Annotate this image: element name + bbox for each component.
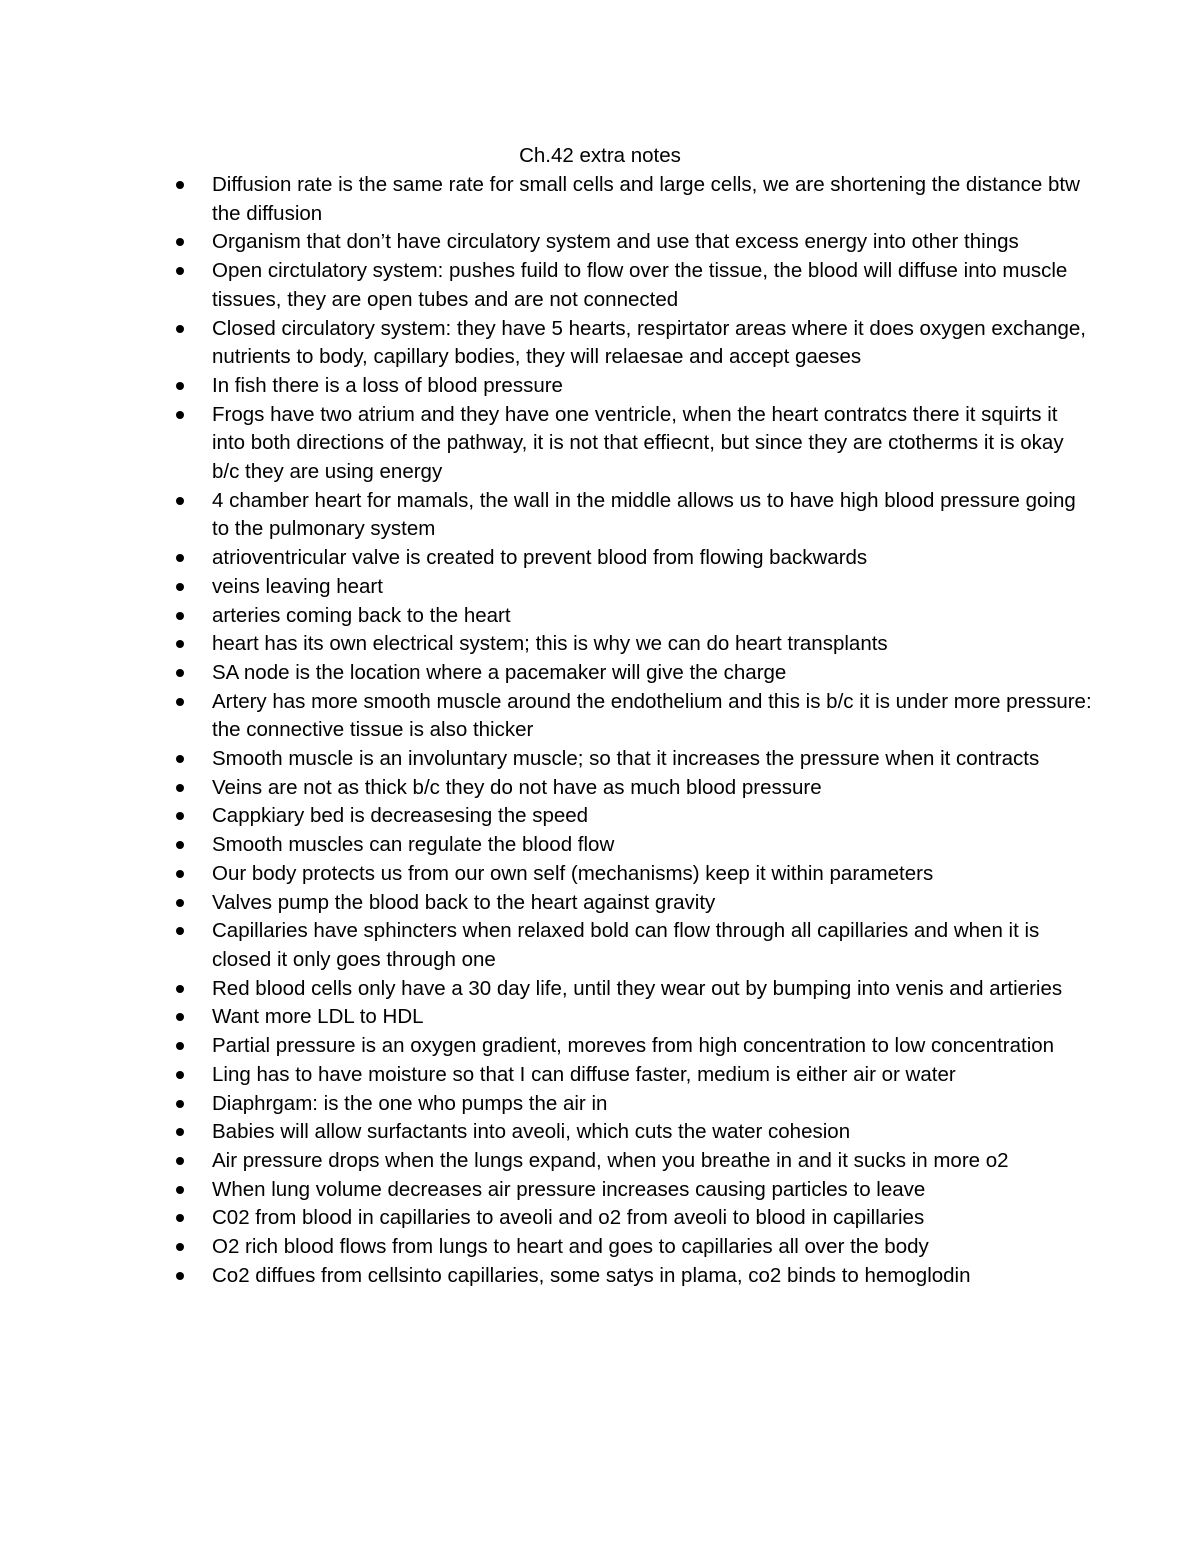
note-text: Organism that don’t have circulatory system and use that excess energy into other things <box>212 230 1019 254</box>
bullet-icon <box>176 1214 184 1222</box>
note-text: In fish there is a loss of blood pressure <box>212 373 563 397</box>
list-item <box>212 1262 1092 1291</box>
bullet-icon <box>176 382 184 390</box>
list-item <box>212 1176 1092 1205</box>
list-item <box>212 171 1092 228</box>
bullet-icon <box>176 1042 184 1050</box>
list-item <box>212 630 1092 659</box>
list-item <box>212 602 1092 631</box>
note-text: heart has its own electrical system; this is why we can do heart transplants <box>212 632 888 656</box>
note-text: Smooth muscle is an involuntary muscle; so that it increases the pressure when it contracts <box>212 747 1040 771</box>
note-text: O2 rich blood flows from lungs to heart and goes to capillaries all over the body <box>212 1235 929 1259</box>
note-text: When lung volume decreases air pressure increases causing particles to leave <box>212 1177 926 1201</box>
note-text: Diffusion rate is the same rate for small cells and large cells, we are shortening the distance btw the diffusion <box>212 173 1080 225</box>
list-item <box>212 659 1092 688</box>
list-item <box>212 745 1092 774</box>
note-text: Want more LDL to HDL <box>212 1005 424 1029</box>
bullet-icon <box>176 497 184 505</box>
bullet-icon <box>176 612 184 620</box>
bullet-icon <box>176 1157 184 1165</box>
note-text: SA node is the location where a pacemaker will give the charge <box>212 660 787 684</box>
list-item <box>212 372 1092 401</box>
note-text: Red blood cells only have a 30 day life, until they wear out by bumping into venis and artieries <box>212 976 1063 1000</box>
bullet-icon <box>176 870 184 878</box>
list-item <box>212 774 1092 803</box>
bullet-icon <box>176 669 184 677</box>
list-item <box>212 1233 1092 1262</box>
list-item <box>212 401 1092 487</box>
list-item <box>212 1061 1092 1090</box>
bullet-icon <box>176 1186 184 1194</box>
bullet-icon <box>176 181 184 189</box>
bullet-icon <box>176 1272 184 1280</box>
note-text: Our body protects us from our own self (mechanisms) keep it within parameters <box>212 861 934 885</box>
bullet-icon <box>176 927 184 935</box>
note-text: arteries coming back to the heart <box>212 603 511 627</box>
bullet-icon <box>176 698 184 706</box>
note-text: Smooth muscles can regulate the blood flow <box>212 833 615 857</box>
list-item <box>212 688 1092 745</box>
bullet-icon <box>176 238 184 246</box>
bullet-icon <box>176 812 184 820</box>
list-item <box>212 1147 1092 1176</box>
list-item <box>212 257 1092 314</box>
notes-list <box>212 171 1092 1290</box>
note-text: Air pressure drops when the lungs expand, when you breathe in and it sucks in more o2 <box>212 1148 1009 1172</box>
bullet-icon <box>176 325 184 333</box>
bullet-icon <box>176 411 184 419</box>
list-item <box>212 228 1092 257</box>
bullet-icon <box>176 1243 184 1251</box>
list-item <box>212 831 1092 860</box>
document-title: Ch.42 extra notes <box>519 144 681 167</box>
list-item <box>212 975 1092 1004</box>
bullet-icon <box>176 583 184 591</box>
list-item <box>212 917 1092 974</box>
bullet-icon <box>176 1071 184 1079</box>
note-text: 4 chamber heart for mamals, the wall in the middle allows us to have high blood pressure going to the pulmonary system <box>212 488 1076 541</box>
note-text: Capillaries have sphincters when relaxed bold can flow through all capillaries and when it is closed it only goes through one <box>212 919 1040 971</box>
note-text: Valves pump the blood back to the heart against gravity <box>212 890 716 914</box>
bullet-icon <box>176 755 184 763</box>
list-item <box>212 487 1092 544</box>
bullet-icon <box>176 267 184 275</box>
bullet-icon <box>176 1100 184 1108</box>
list-item <box>212 1204 1092 1233</box>
bullet-icon <box>176 554 184 562</box>
bullet-icon <box>176 899 184 907</box>
note-text: atrioventricular valve is created to prevent blood from flowing backwards <box>212 546 868 570</box>
list-item <box>212 889 1092 918</box>
note-text: Artery has more smooth muscle around the endothelium and this is b/c it is under more pressure: the connective tissue is also thicker <box>212 689 1092 742</box>
note-text: Closed circulatory system: they have 5 hearts, respirtator areas where it does oxygen exchange, nutrients to body, capillary bodies, they will relaesae and accept gaeses <box>212 316 1086 369</box>
list-item <box>212 1003 1092 1032</box>
note-text: Partial pressure is an oxygen gradient, moreves from high concentration to low concentration <box>212 1034 1055 1058</box>
bullet-icon <box>176 841 184 849</box>
note-text: Cappkiary bed is decreasesing the speed <box>212 804 589 828</box>
bullet-icon <box>176 1128 184 1136</box>
note-text: Ling has to have moisture so that I can diffuse faster, medium is either air or water <box>212 1062 956 1086</box>
list-item <box>212 802 1092 831</box>
bullet-icon <box>176 985 184 993</box>
note-text: Diaphrgam: is the one who pumps the air in <box>212 1091 608 1115</box>
list-item <box>212 1032 1092 1061</box>
note-text: C02 from blood in capillaries to aveoli and o2 from aveoli to blood in capillaries <box>212 1206 925 1230</box>
list-item <box>212 573 1092 602</box>
list-item <box>212 315 1092 372</box>
note-text: Veins are not as thick b/c they do not have as much blood pressure <box>212 775 822 799</box>
list-item <box>212 544 1092 573</box>
note-text: Co2 diffues from cellsinto capillaries, some satys in plama, co2 binds to hemoglodin <box>212 1263 971 1287</box>
list-item <box>212 1090 1092 1119</box>
note-text: Frogs have two atrium and they have one ventricle, when the heart contratcs there it squirts it into both directions of the pathway, it is not that effiecnt, but since they are ctotherms it is okay b/c they are using energy <box>212 402 1064 484</box>
note-text: veins leaving heart <box>212 574 383 598</box>
list-item <box>212 1118 1092 1147</box>
bullet-icon <box>176 1013 184 1021</box>
bullet-icon <box>176 784 184 792</box>
note-text: Babies will allow surfactants into aveoli, which cuts the water cohesion <box>212 1120 851 1144</box>
note-text: Open circtulatory system: pushes fuild to flow over the tissue, the blood will diffuse into muscle tissues, they are open tubes and are not connected <box>212 259 1068 311</box>
list-item <box>212 860 1092 889</box>
bullet-icon <box>176 640 184 648</box>
